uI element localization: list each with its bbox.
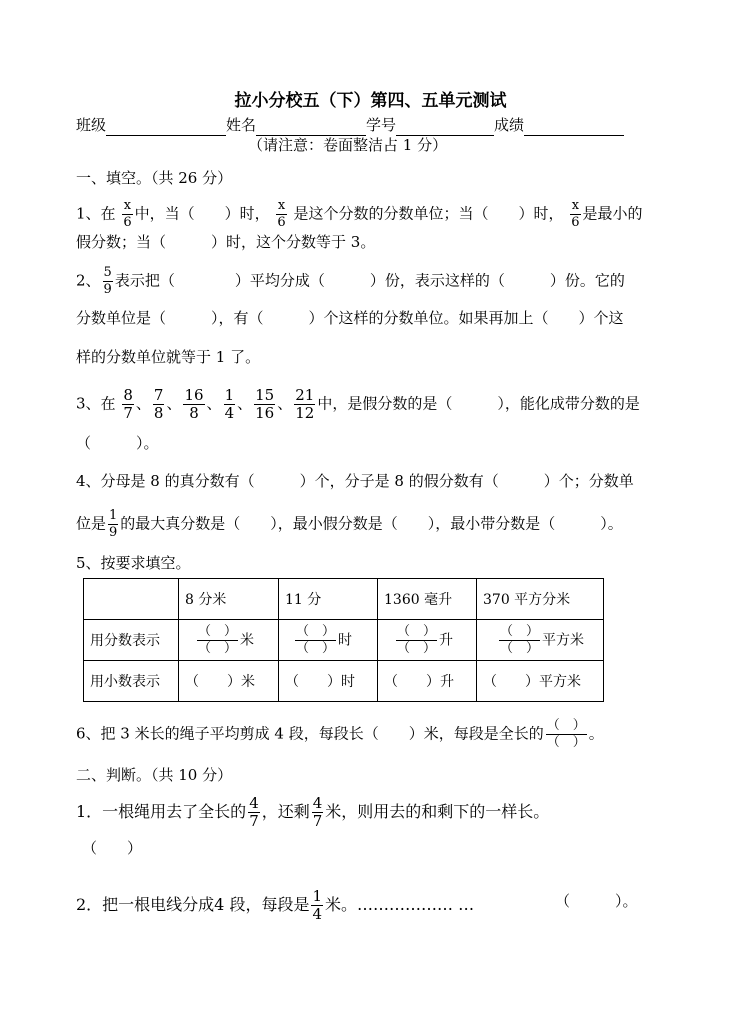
blank-fraction[interactable]: $\frac{( )}{( )}$ — [198, 623, 238, 656]
blank-fraction[interactable]: $\frac{( )}{( )}$ — [546, 718, 586, 750]
judgment-1: 1．一根绳用去了全长的 $\frac{4}{7}$ ，还剩 $\frac{4}{7}$ 米，则用去的和剩下的一样长。 — [76, 794, 550, 830]
question-3: 3、在 $\frac{8}{7}$ 、 $\frac{7}{8}$ 、 $\frac{16}{8}$ 、 $\frac{1}{4}$ 、 $\frac{15}{16}$ 、 $\frac{21}{12}$ 中，是假分数的是（ ），能化成带分数的是 — [76, 386, 640, 422]
fraction-21-12: $\frac{21}{12}$ — [295, 386, 315, 422]
table-header-cell: 1360 毫升 — [378, 579, 477, 620]
fraction-8-7: $\frac{8}{7}$ — [123, 386, 133, 422]
blank-fraction[interactable]: $\frac{( )}{( )}$ — [397, 623, 437, 656]
fraction-x-over-6: $\frac{x}{6}$ — [571, 198, 580, 230]
fraction-1-4: $\frac{1}{4}$ — [224, 386, 235, 422]
fraction-answer-cell[interactable]: $\frac{( )}{( )}$ 时 — [279, 620, 378, 661]
fraction-16-8: $\frac{16}{8}$ — [184, 386, 204, 422]
table-header-cell: 8 分米 — [179, 579, 279, 620]
table-header-row — [84, 579, 604, 620]
class-label: 班级 — [76, 116, 107, 134]
blank-fraction[interactable]: $\frac{( )}{( )}$ — [500, 623, 540, 656]
neatness-note: （请注意：卷面整洁占 1 分） — [248, 136, 448, 154]
decimal-answer-cell[interactable]: （ ）米 — [179, 661, 279, 702]
student-info-row — [76, 114, 624, 136]
question-1: 1、在 $\frac{x}{6}$ 中，当（ ）时， $\frac{x}{6}$ 是这个分数的分数单位；当（ ）时， $\frac{x}{6}$ 是最小的 — [76, 198, 643, 230]
row-label: 用分数表示 — [84, 620, 179, 661]
fraction-answer-cell[interactable]: $\frac{( )}{( )}$ 平方米 — [477, 620, 604, 661]
judgment-1-answer[interactable]: （ ） — [82, 839, 143, 857]
class-field[interactable] — [106, 119, 226, 136]
question-2-line3: 样的分数单位就等于 1 了。 — [76, 348, 261, 366]
fraction-answer-cell[interactable]: $\frac{( )}{( )}$ 米 — [179, 620, 279, 661]
name-label: 姓名 — [226, 116, 257, 134]
decimal-answer-cell[interactable]: （ ）升 — [378, 661, 477, 702]
fraction-5-over-9: $\frac{5}{9}$ — [103, 265, 112, 297]
score-label: 成绩 — [494, 116, 525, 134]
table-row — [84, 661, 604, 702]
fraction-4-7: $\frac{4}{7}$ — [249, 794, 259, 830]
blank-fraction[interactable]: $\frac{( )}{( )}$ — [296, 623, 336, 656]
table-corner-cell — [84, 579, 179, 620]
question-2: 2、 $\frac{5}{9}$ 表示把（ ）平均分成（ ）份，表示这样的（ ）份。它的 — [76, 265, 625, 297]
fraction-1-4: $\frac{1}{4}$ — [312, 887, 322, 923]
question-1-line2: 假分数；当（ ）时，这个分数等于 3。 — [76, 233, 376, 251]
decimal-answer-cell[interactable]: （ ）平方米 — [477, 661, 604, 702]
fraction-15-16: $\frac{15}{16}$ — [255, 386, 275, 422]
judgment-2-answer[interactable]: （ ）。 — [555, 892, 638, 910]
score-field[interactable] — [524, 119, 624, 136]
fraction-4-7: $\frac{4}{7}$ — [312, 794, 323, 830]
question-4-line2: 位是 $\frac{1}{9}$ 的最大真分数是（ ），最小假分数是（ ），最小带分数是（ ）。 — [76, 508, 623, 540]
section2-heading: 二、判断。（共 10 分） — [76, 766, 233, 784]
question-3-line2: （ ）。 — [76, 434, 159, 452]
section1-heading: 一、填空。（共 26 分） — [76, 169, 233, 187]
fraction-x-over-6: $\frac{x}{6}$ — [123, 198, 132, 230]
question-6: 6、把 3 米长的绳子平均剪成 4 段，每段长（ ）米，每段是全长的 $\frac{( )}{( )}$ 。 — [76, 718, 604, 750]
fraction-1-over-9: $\frac{1}{9}$ — [109, 508, 118, 540]
table-header-cell: 11 分 — [279, 579, 378, 620]
judgment-2: 2．把一根电线分成4 段，每段是 $\frac{1}{4}$ 米。……………… … — [76, 887, 475, 923]
row-label: 用小数表示 — [84, 661, 179, 702]
fraction-x-over-6: $\frac{x}{6}$ — [277, 198, 286, 230]
decimal-answer-cell[interactable]: （ ）时 — [279, 661, 378, 702]
table-header-cell: 370 平方分米 — [477, 579, 604, 620]
question-2-line2: 分数单位是（ ），有（ ）个这样的分数单位。如果再加上（ ）个这 — [76, 309, 624, 327]
student-id-label: 学号 — [366, 116, 397, 134]
table-row — [84, 620, 604, 661]
fraction-answer-cell[interactable]: $\frac{( )}{( )}$ 升 — [378, 620, 477, 661]
fraction-7-8: $\frac{7}{8}$ — [153, 386, 164, 422]
conversion-table — [83, 578, 604, 702]
question-4: 4、分母是 8 的真分数有（ ）个，分子是 8 的假分数有（ ）个；分数单 — [76, 472, 634, 490]
question-5-heading: 5、按要求填空。 — [76, 554, 191, 572]
page-title: 拉小分校五（下）第四、五单元测试 — [234, 91, 507, 111]
